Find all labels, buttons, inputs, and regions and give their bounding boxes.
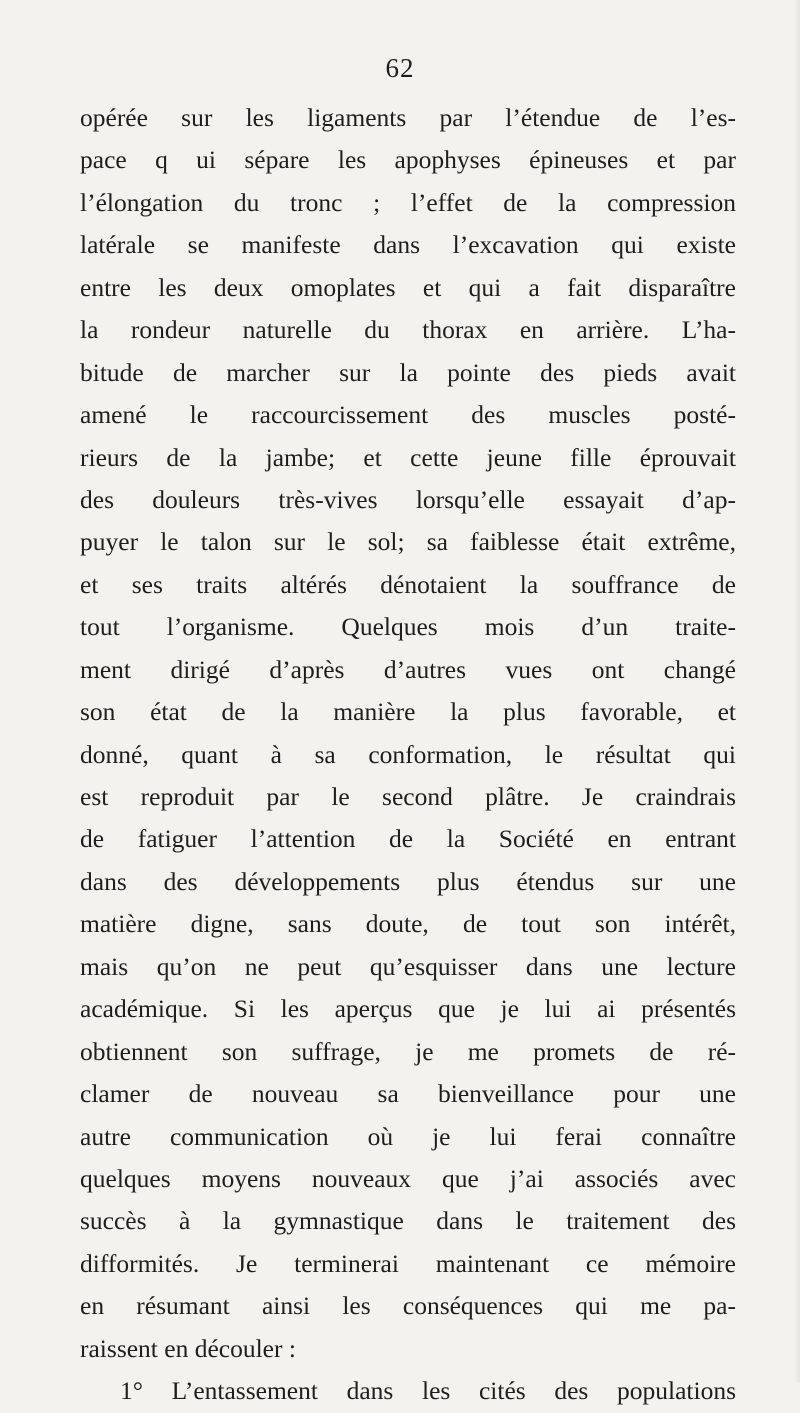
text-line: ment dirigé d’après d’autres vues ont changé xyxy=(80,654,736,684)
text-line: la rondeur naturelle du thorax en arrière. L’ha- xyxy=(80,315,736,345)
text-line: de fatiguer l’attention de la Société en entrant xyxy=(80,824,736,854)
text-line: donné, quant à sa conformation, le résultat qui xyxy=(80,739,736,769)
text-line: l’élongation du tronc ; l’effet de la compression xyxy=(80,187,736,217)
text-line: latérale se manifeste dans l’excavation qui existe xyxy=(80,230,736,260)
text-line: et ses traits altérés dénotaient la souffrance de xyxy=(80,569,736,599)
text-line: puyer le talon sur le sol; sa faiblesse était extrême, xyxy=(80,527,736,557)
text-line: des douleurs très-vives lorsqu’elle essayait d’ap- xyxy=(80,484,736,514)
text-line: matière digne, sans doute, de tout son intérêt, xyxy=(80,909,736,939)
text-line-numbered: 1° L’entassement dans les cités des populations xyxy=(120,1376,736,1406)
text-line: opérée sur les ligaments par l’étendue de l’es- xyxy=(80,103,736,132)
text-line: est reproduit par le second plâtre. Je craindrais xyxy=(80,782,736,811)
page-edge-shadow xyxy=(794,0,800,1382)
text-line: raissent en découler : xyxy=(80,1333,296,1363)
text-line: mais qu’on ne peut qu’esquisser dans une lecture xyxy=(80,951,736,981)
text-line: pace q ui sépare les apophyses épineuses et par xyxy=(80,145,736,175)
text-line: bitude de marcher sur la pointe des pieds avait xyxy=(80,357,736,387)
text-line: obtiennent son suffrage, je me promets de ré- xyxy=(80,1036,736,1066)
text-line: tout l’organisme. Quelques mois d’un traite- xyxy=(80,612,736,642)
text-line: amené le raccourcissement des muscles posté- xyxy=(80,400,736,430)
text-line: académique. Si les aperçus que je lui ai présentés xyxy=(80,994,736,1024)
text-line: difformités. Je terminerai maintenant ce mémoire xyxy=(80,1248,736,1278)
text-line: clamer de nouveau sa bienveillance pour une xyxy=(80,1079,736,1109)
text-line: entre les deux omoplates et qui a fait disparaître xyxy=(80,272,736,302)
text-line: quelques moyens nouveaux que j’ai associés avec xyxy=(80,1163,736,1193)
text-line: succès à la gymnastique dans le traitement des xyxy=(80,1206,736,1236)
text-line: en résumant ainsi les conséquences qui me pa- xyxy=(80,1291,736,1321)
text-line: dans des développements plus étendus sur une xyxy=(80,866,736,896)
text-line: rieurs de la jambe; et cette jeune fille éprouvait xyxy=(80,442,736,472)
text-line: son état de la manière la plus favorable, et xyxy=(80,697,736,727)
text-line: autre communication où je lui ferai connaître xyxy=(80,1121,736,1151)
page-number: 62 xyxy=(385,53,415,83)
body-text xyxy=(80,97,736,1413)
